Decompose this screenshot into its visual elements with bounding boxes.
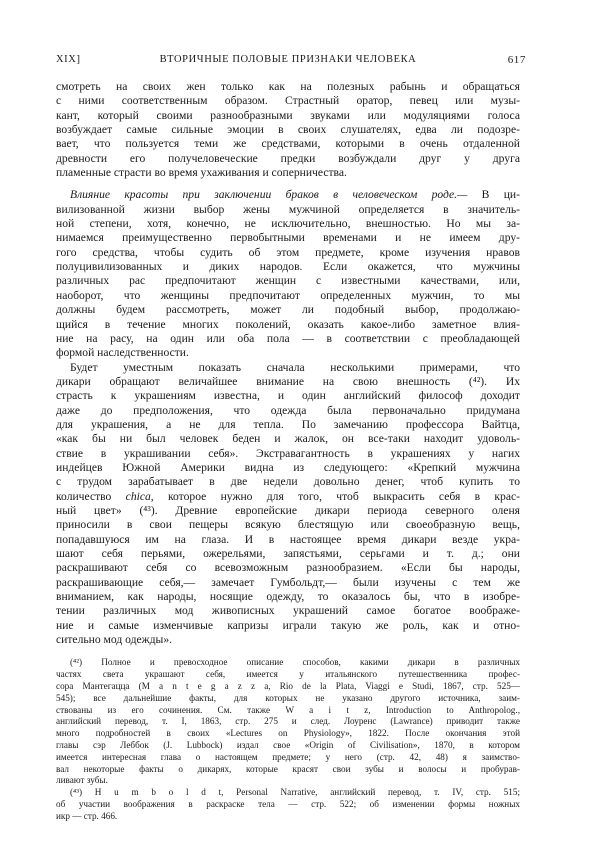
text-line: с трудом зарабатывает в две недели довольно денег, чтоб купить то xyxy=(56,475,520,489)
text-line: формой наследственности. xyxy=(56,346,189,360)
footnote-line: об участии воображения в раскраске тела — стр. 522; об изменении формы ножных xyxy=(56,798,520,809)
footnote-line: частях света украшают себя, имеется у итальянского путешественника профес- xyxy=(56,669,520,680)
footnote-43 xyxy=(56,787,520,822)
section-heading: Влияние красоты при заключении браков в человеческом роде.— xyxy=(70,188,468,202)
running-header xyxy=(56,54,526,72)
book-page xyxy=(56,54,526,823)
text-line: раскрашивающие себя,— замечает Гумбольдт,— были изучены с тем же xyxy=(56,575,520,589)
footnote-line: 545); все дальнейшие факты, для которых не указано другого источника, заим- xyxy=(56,692,520,703)
text-line: различных рас предпочитают женщин с известными качествами, или, xyxy=(56,274,520,288)
text-line: страсть к украшениям известна, и один английский философ доходит xyxy=(56,389,520,403)
text-line: нимаемся преимущественно первобытными временами и не имеем дру- xyxy=(56,231,520,245)
footnote-line: много подробностей в своих «Lectures on Physiology», 1822. После окончания этой xyxy=(56,728,520,739)
text-line: должны будем рассмотреть, может ли подобный выбор, продолжаю- xyxy=(56,303,520,317)
text-line: Будет уместным показать сначала несколькими примерами, что xyxy=(70,360,520,374)
text-line: «как бы ни был человек беден и жалок, он все-таки находит удоволь- xyxy=(56,432,520,446)
text-line: возбуждает самые сильные эмоции в своих слушателях, едва ли подозре- xyxy=(56,123,520,137)
text-line: гого средства, чтобы судить об этом предмете, кроме изучения нравов xyxy=(56,245,520,259)
page-number: 617 xyxy=(507,54,526,66)
text-line: индейцев Южной Америки видна из следующего: «Крепкий мужчина xyxy=(56,460,520,474)
footnote-line: главы сэр Леббок (J. Lubbock) издал свое «Origin of Civilisation», 1870, в котором xyxy=(56,739,520,750)
text-line: вниманием, как народы, носящие одежду, то оказалось бы, что в изобре- xyxy=(56,590,520,604)
text-line: дикари обращают величайшее внимание на свою внешность (⁴²). Их xyxy=(56,374,520,388)
text-line: ный цвет» (⁴³). Древние европейские дикари периода северного оленя xyxy=(56,503,520,517)
text-line: вилизованной жизни выбор жены мужчиной определяется в значитель- xyxy=(56,202,520,216)
footnote-line: сора Мантегацца (M a n t e g a z z a, Rio de la Plata, Viaggi e Studi, 1867, стр. 525— xyxy=(56,681,520,691)
text-line: кант, который своими разнообразными звуками или модуляциями голоса xyxy=(56,108,520,122)
text-line: пламенные страсти во время ухаживания и соперничества. xyxy=(56,166,347,180)
text-line: смотреть на своих жен только как на полезных рабынь и обращаться xyxy=(56,80,520,93)
footnote-line: ливают зубы. xyxy=(56,775,108,786)
chapter-title: ВТОРИЧНЫЕ ПОЛОВЫЕ ПРИЗНАКИ ЧЕЛОВЕКА xyxy=(159,54,417,65)
text-line: наоборот, что женщины предпочитают определенных мужчин, то мы xyxy=(56,288,520,302)
text-line: щийся в течение многих поколений, оказать какое-либо заметное влия- xyxy=(56,317,520,331)
text-line xyxy=(56,188,520,202)
heading-continuation: В ци- xyxy=(467,188,520,202)
text-line: попадавшуюся им на глаза. И в настоящее время дикари везде укра- xyxy=(56,532,520,546)
italic-term: chica xyxy=(125,489,151,503)
text-line: для украшения, а не для тепла. По замечанию профессора Вайтца, xyxy=(56,417,520,431)
text-line: с ними соответственным образом. Страстный оратор, певец или музы- xyxy=(56,94,520,108)
footnote-line: имеется интересная глава о настоящем предмете; у него (стр. 42, 48) я заимство- xyxy=(56,751,520,762)
text-line: количество chica, которое нужно для того, чтоб выкрасить себя в крас- xyxy=(56,489,520,503)
text-line: ние на расу, на один или оба пола — в соответствии с преобладающей xyxy=(56,331,520,345)
text-line: даже до предположения, что одежда была первоначально придумана xyxy=(56,403,520,417)
footnote-line: вал некоторые факты о дикарях, которые красят свои зубы и волосы и пробурав- xyxy=(56,763,520,774)
footnote-line: (⁴²) Полное и превосходное описание способов, какими дикари в различных xyxy=(70,657,520,668)
footnote-line: ствованы из его сочинения. См. также W a i t z, Introduction to Anthropolog., xyxy=(56,704,520,715)
text-line: тении различных мод живописных украшений самое богатое воображе- xyxy=(56,604,520,618)
chapter-number: XIX] xyxy=(56,54,81,65)
text-line: ной степени, хотя, конечно, не исключительно, внешностью. Но мы за- xyxy=(56,217,520,231)
text-line: вает, что пользуется теми же средствами, которыми в очень отдаленной xyxy=(56,137,520,151)
paragraph-2 xyxy=(56,188,520,360)
footnote-42 xyxy=(56,657,520,787)
text-line: ствие в украшивании себя». Экстравагантность в украшениях у нагих xyxy=(56,446,520,460)
paragraph-3 xyxy=(56,361,520,648)
text-line: ние и самые изменчивые капризы играли такую же роль, как и отно- xyxy=(56,618,520,632)
text-line: раскрашивают себя со всевозможным разнообразием. «Если бы народы, xyxy=(56,561,520,575)
text-line: полуцивилизованных и диких народов. Если окажется, что мужчины xyxy=(56,260,520,274)
text-line: сительно мод одежды». xyxy=(56,633,173,647)
text-line: шают себя перьями, ожерельями, запястьями, серьгами и т. д.; они xyxy=(56,547,520,560)
footnote-line: икр — стр. 466. xyxy=(56,810,118,821)
text-line: древности его получеловеческие предки возбуждали друг у друга xyxy=(56,151,520,165)
footnote-line: английский перевод, т. I, 1863, стр. 275 и след. Лоуренс (Lawrance) приводит также xyxy=(56,716,520,727)
text-line: приносили в свои пещеры всякую блестящую или своеобразную вещь, xyxy=(56,518,520,532)
paragraph-1 xyxy=(56,80,520,180)
footnote-line: (⁴³) H u m b o l d t, Personal Narrative, английский перевод, т. IV, стр. 515; xyxy=(70,787,520,798)
